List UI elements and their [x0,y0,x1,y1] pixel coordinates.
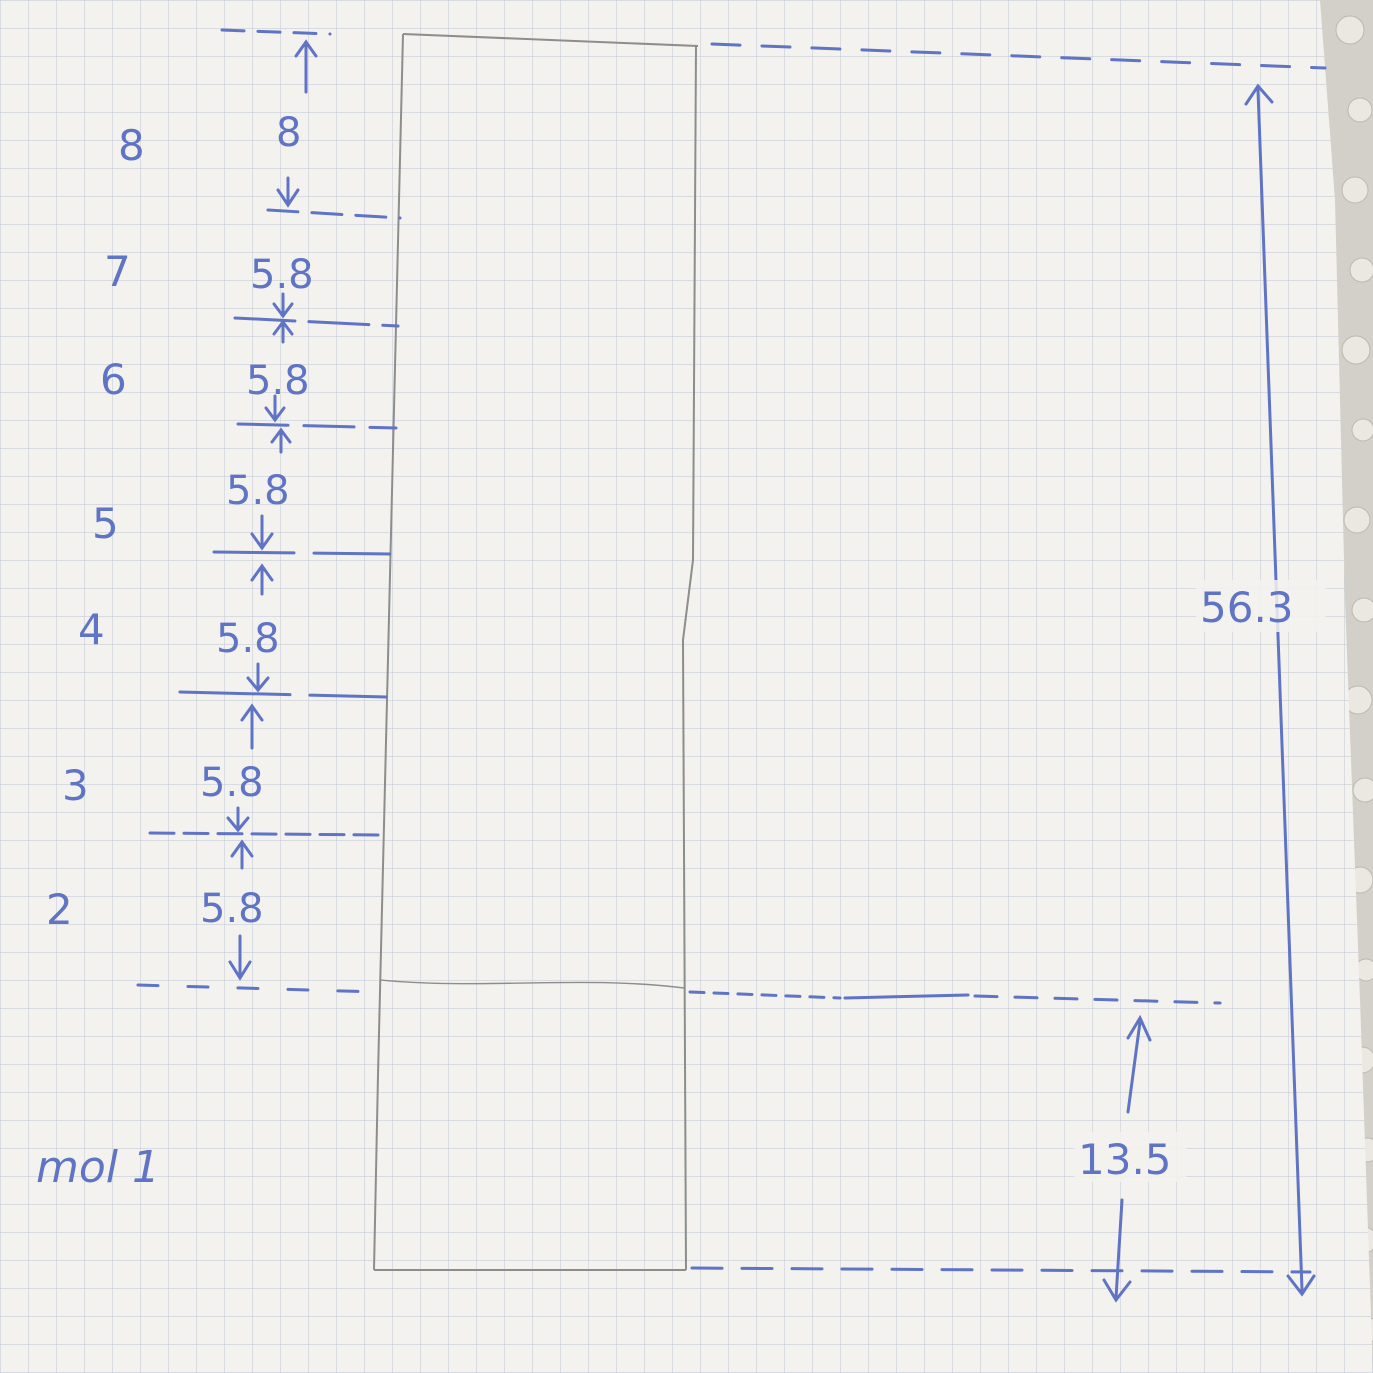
row-index: 8 [118,121,145,170]
row-measure: 5.8 [200,886,264,932]
row-measure: 5.8 [250,252,314,298]
sheet-label: mol 1 [36,1142,160,1193]
row-index: 7 [104,247,131,296]
row-measure: 5.8 [200,760,264,806]
total-height-label: 56.3 [1200,583,1294,632]
row-index: 4 [78,605,105,654]
row-index: 5 [92,499,119,548]
row-index: 6 [100,355,127,404]
row-index: 3 [62,761,89,810]
row-measure: 5.8 [216,616,280,662]
row-index: 2 [46,885,73,934]
row-measure: 5.8 [246,358,310,404]
row-measure: 5.8 [226,468,290,514]
bottom-section-label: 13.5 [1078,1135,1172,1184]
row-measure: 8 [276,110,302,156]
